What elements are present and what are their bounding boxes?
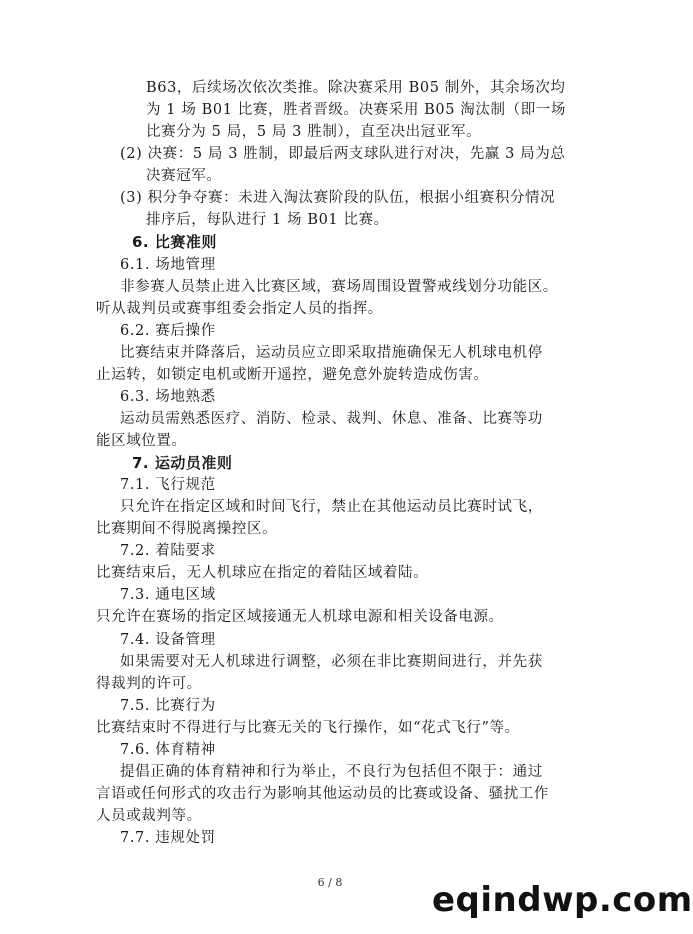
subsection-heading: 7.2. 着陆要求 <box>120 543 216 560</box>
subsection-heading: 7.1. 飞行规范 <box>120 477 216 494</box>
text-line: 为 1 场 B01 比赛，胜者晋级。决赛采用 B05 淘汰制（即一场 <box>146 102 566 119</box>
text-line: 得裁判的许可。 <box>96 675 202 692</box>
text-line: 比赛结束时不得进行与比赛无关的飞行操作，如“花式飞行”等。 <box>96 719 520 736</box>
text-line: 只允许在赛场的指定区域接通无人机球电源和相关设备电源。 <box>96 609 504 626</box>
text-line: (2) 决赛：5 局 3 胜制，即最后两支球队进行对决，先赢 3 局为总 <box>120 146 566 163</box>
text-line: 言语或任何形式的攻击行为影响其他运动员的比赛或设备、骚扰工作 <box>96 785 549 802</box>
section-heading: 7. 运动员准则 <box>132 454 233 472</box>
text-line: 听从裁判员或赛事组委会指定人员的指挥。 <box>96 300 383 317</box>
text-line: 能区域位置。 <box>96 432 187 449</box>
text-line: 提倡正确的体育精神和行为举止，不良行为包括但不限于：通过 <box>120 763 543 780</box>
text-line: 比赛结束并降落后，运动员应立即采取措施确保无人机球电机停 <box>120 344 543 361</box>
text-line: B63，后续场次依次类推。除决赛采用 B05 制外，其余场次均 <box>146 80 566 96</box>
text-line: 人员或裁判等。 <box>96 807 202 824</box>
page-number: 6 / 8 <box>317 876 343 889</box>
subsection-heading: 7.3. 通电区域 <box>120 587 216 604</box>
subsection-heading: 7.6. 体育精神 <box>120 741 216 758</box>
text-line: 比赛期间不得脱离操控区。 <box>96 521 278 538</box>
text-line: 比赛分为 5 局，5 局 3 胜制），直至决出冠亚军。 <box>146 124 482 141</box>
text-line: 止运转，如锁定电机或断开遥控，避免意外旋转造成伤害。 <box>96 366 489 383</box>
text-line: 只允许在指定区域和时间飞行，禁止在其他运动员比赛时试飞， <box>120 499 543 516</box>
watermark: eqindwp.com <box>432 880 693 920</box>
subsection-heading: 7.7. 违规处罚 <box>120 830 216 846</box>
subsection-heading: 6.1. 场地管理 <box>120 256 216 273</box>
section-heading: 6. 比赛准则 <box>132 233 217 252</box>
text-line: 如果需要对无人机球进行调整，必须在非比赛期间进行，并先获 <box>120 653 543 670</box>
text-line: 非参赛人员禁止进入比赛区域，赛场周围设置警戒线划分功能区。 <box>120 278 558 295</box>
subsection-heading: 7.5. 比赛行为 <box>120 697 216 714</box>
text-line: 排序后，每队进行 1 场 B01 比赛。 <box>146 212 389 229</box>
subsection-heading: 6.3. 场地熟悉 <box>120 388 216 405</box>
text-line: 决赛冠军。 <box>146 168 222 185</box>
text-line: 比赛结束后，无人机球应在指定的着陆区域着陆。 <box>96 565 429 582</box>
subsection-heading: 6.2. 赛后操作 <box>120 322 216 339</box>
text-line: (3) 积分争夺赛：未进入淘汰赛阶段的队伍，根据小组赛积分情况 <box>120 190 556 207</box>
text-line: 运动员需熟悉医疗、消防、检录、裁判、休息、准备、比赛等功 <box>120 410 543 427</box>
subsection-heading: 7.4. 设备管理 <box>120 631 216 648</box>
